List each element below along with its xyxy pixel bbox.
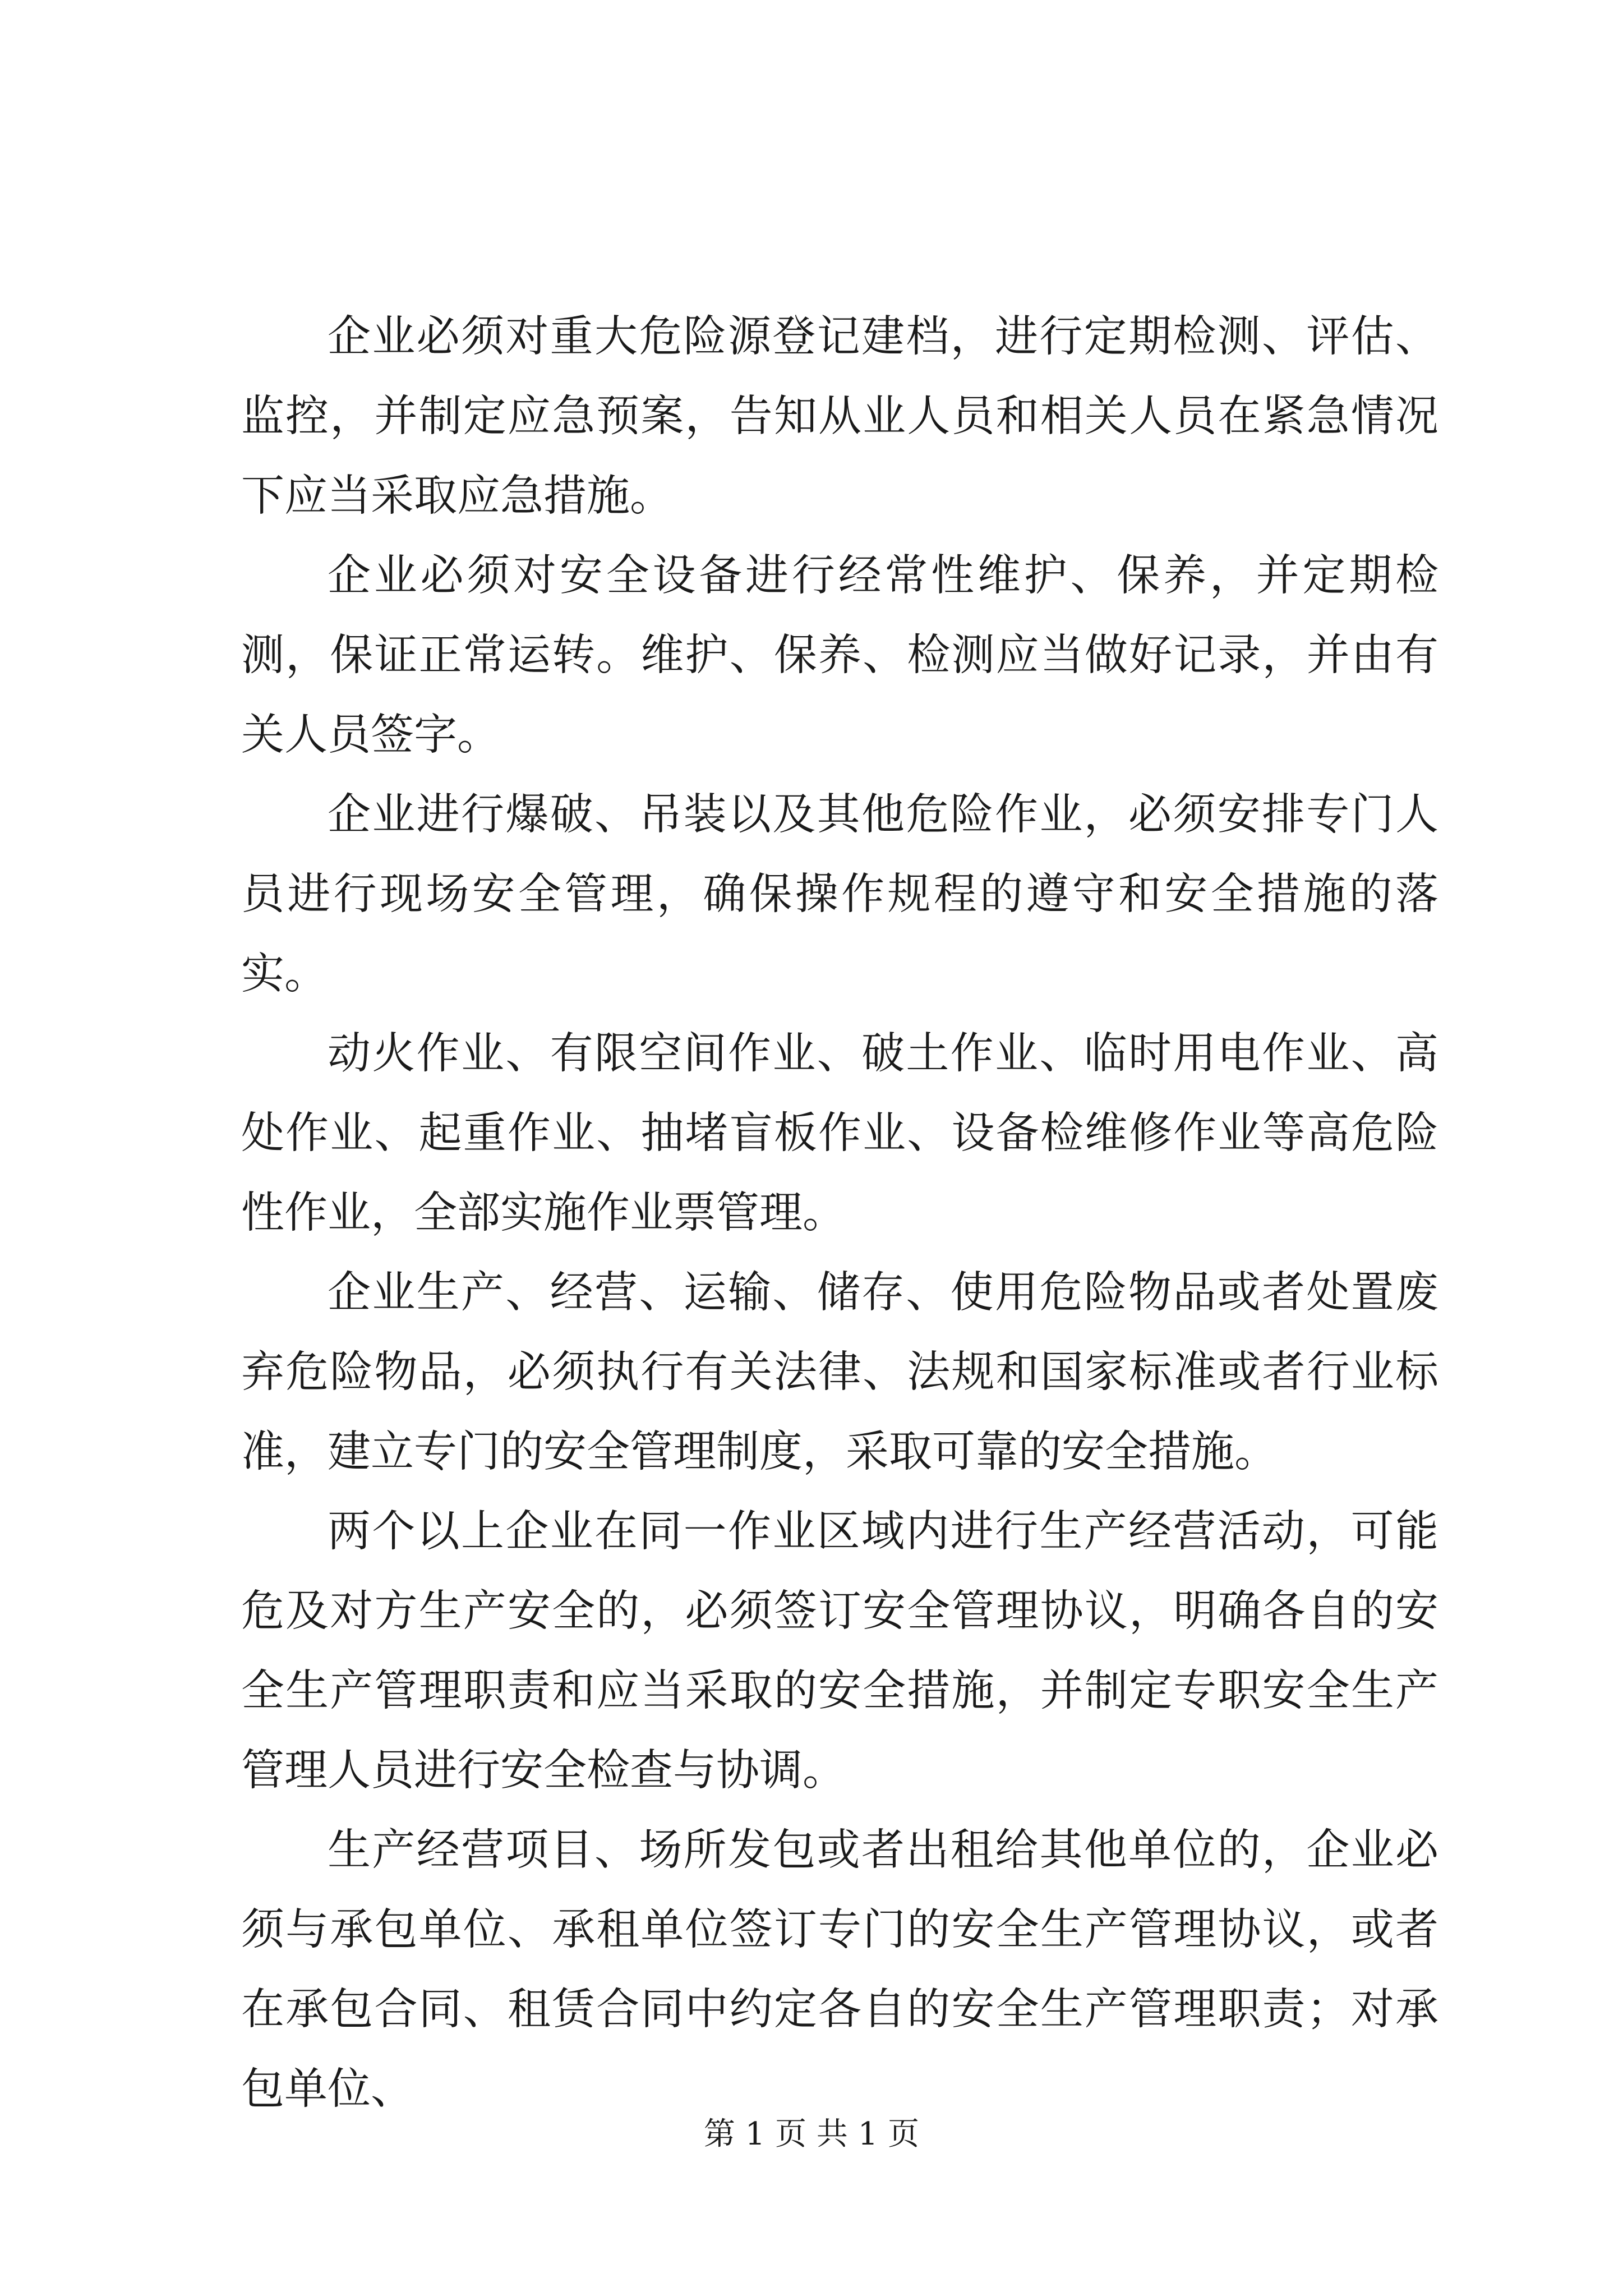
paragraph-hazardous-materials: 企业生产、经营、运输、储存、使用危险物品或者处置废弃危险物品，必须执行有关法律、法规和国家标准或者行业标准，建立专门的安全管理制度，采取可靠的安全措施。 <box>241 1268 1438 1477</box>
paragraph-equipment-maintenance: 企业必须对安全设备进行经常性维护、保养，并定期检测，保证正常运转。维护、保养、检测应当做好记录，并由有关人员签字。 <box>241 551 1438 760</box>
paragraph-dangerous-operations: 企业进行爆破、吊装以及其他危险作业，必须安排专门人员进行现场安全管理，确保操作规程的遵守和安全措施的落实。 <box>241 790 1438 999</box>
page-number-footer: 第 1 页 共 1 页 <box>703 2116 920 2152</box>
paragraph-shared-work-area: 两个以上企业在同一作业区域内进行生产经营活动，可能危及对方生产安全的，必须签订安全管理协议，明确各自的安全生产管理职责和应当采取的安全措施，并制定专职安全生产管理人员进行安全检查与协调。 <box>241 1507 1438 1796</box>
paragraph-hazard-sources: 企业必须对重大危险源登记建档，进行定期检测、评估、监控，并制定应急预案，告知从业人员和相关人员在紧急情况下应当采取应急措施。 <box>241 312 1438 521</box>
paragraph-contracting: 生产经营项目、场所发包或者出租给其他单位的，企业必须与承包单位、承租单位签订专门的安全生产管理协议，或者在承包合同、租赁合同中约定各自的安全生产管理职责；对承包单位、 <box>241 1825 1438 2114</box>
document-body <box>241 297 1438 2129</box>
paragraph-work-permits: 动火作业、有限空间作业、破土作业、临时用电作业、高处作业、起重作业、抽堵盲板作业、设备检维修作业等高危险性作业，全部实施作业票管理。 <box>241 1029 1438 1238</box>
